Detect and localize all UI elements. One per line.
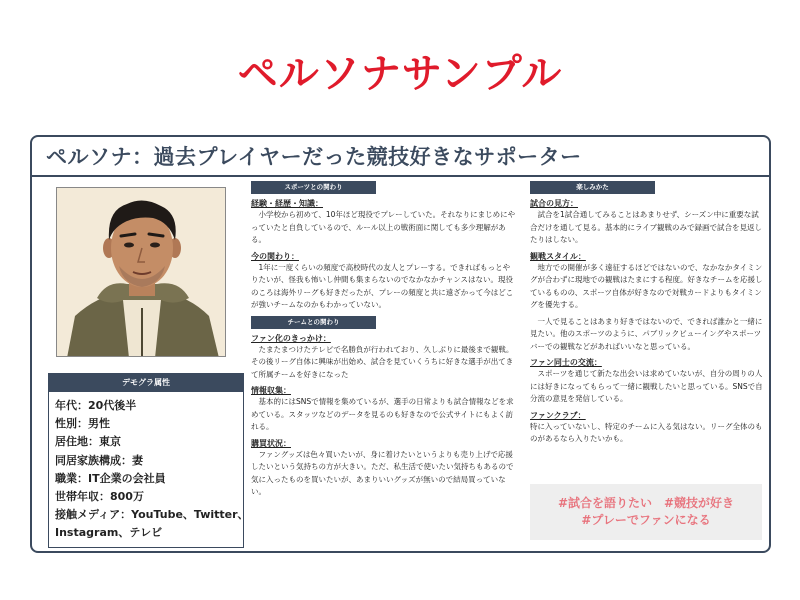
middle-column — [251, 181, 516, 499]
page-title: ペルソナサンプル — [237, 51, 563, 97]
experience-text: 小学校から初めて、10年ほど現役でプレーしていた。それなりにまじめにやっていたと自負しているので、ルール以上の戦術面に関しても多少理解がある。 — [251, 210, 516, 244]
viewing-style-text: 地方での開催が多く遠征するほどではないので、なかなかタイミングが合わずに現地での観戦はたまにする程度。好きなチームを応援しているものの、スポーツ自体が好きなので対戦カードよりもタイミングを優先する。 — [530, 262, 763, 309]
fan-exchange-text: スポーツを通じて新たな出会いは求めていないが、自分の周りの人には好きになってもらって一緒に観戦したいと思っている。SNSで自分流の意見を発信している。 — [530, 369, 763, 403]
demographics-item: 同居家族構成：妻 — [55, 453, 143, 467]
purchase-label: 購買状況： — [251, 438, 291, 448]
info-gathering-label: 情報収集： — [251, 386, 291, 395]
demographics-box — [48, 373, 249, 548]
fan-club-text: 特に入っていないし、特定のチームに入る気はない。リーグ全体のものがあるなら入りたいかも。 — [530, 421, 763, 443]
demographics-item: 接触メディア：YouTube、Twitter、 — [55, 508, 249, 522]
demographics-item: Instagram、テレビ — [55, 526, 163, 540]
section-title-sports: スポーツとの関わり — [251, 181, 376, 194]
hashtag-line: #プレーでファンになる — [581, 513, 711, 527]
demographics-item: 職業：IT企業の会社員 — [55, 471, 166, 485]
persona-title: ペルソナ：過去プレイヤーだった競技好きなサポーター — [32, 137, 769, 177]
demographics-item: 性別：男性 — [55, 417, 110, 431]
demographics-list — [49, 392, 249, 547]
fan-exchange-label: ファン同士の交流： — [530, 358, 602, 367]
current-involvement-label: 今の関わり： — [251, 251, 299, 261]
fan-trigger-text: たまたまつけたテレビで名勝負が行われており、久しぶりに最後まで観戦。その後リーグ自体に興味が出始め、試合を見ていくうちに好きな選手が出てきて所属チームを好きになった — [251, 344, 514, 379]
viewing-method-text: 試合を1試合通してみることはあまりせず、シーズン中に重要な試合だけを通して見る。基本的にライブ観戦のみで録画で試合を見返したりはしない。 — [530, 210, 763, 244]
current-involvement-text: 1年に一度くらいの頻度で高校時代の友人とプレーする。できればもっとやりたいが、怪我も怖いし仲間も集まらないのでなかなかチャンスはない。現役のころは海外リーグも好きだったが、プレーの頻度と共に遠ざかって今はどこが強いチームなのかもわかっていない。 — [251, 262, 514, 309]
hashtag-line: #試合を語りたい #競技が好き — [557, 496, 735, 510]
demographics-item: 居住地：東京 — [55, 435, 121, 449]
persona-portrait-image — [56, 187, 226, 357]
left-column — [46, 187, 249, 540]
section-title-team: チームとの関わり — [251, 316, 376, 329]
demographics-item: 世帯年収：800万 — [55, 490, 144, 504]
portrait-illustration — [57, 188, 226, 357]
demographics-title: デモグラ属性 — [49, 374, 243, 392]
experience-label: 経験・経歴・知識： — [251, 199, 323, 208]
viewing-method-label: 試合の見方： — [530, 199, 578, 208]
info-gathering-text: 基本的にはSNSで情報を集めているが、選手の日常よりも試合情報などを求めている。スタッツなどのデータを見るのも好きなので公式サイトにもよく訪れる。 — [251, 397, 514, 431]
purchase-text: ファングッズは色々買いたいが、身に着けたいというよりも売り上げで応援したいという気持ちの方が大きい。ただ、私生活で使いたい気持ちもあるので気に入ったものを買いたいが、あまりいいグッズが無いので結局買っていない。 — [251, 449, 514, 496]
right-column — [530, 181, 766, 446]
fan-trigger-label: ファン化のきっかけ： — [251, 333, 331, 343]
persona-card — [30, 135, 771, 553]
viewing-style-label: 観戦スタイル： — [530, 251, 586, 261]
section-title-enjoyment: 楽しみかた — [530, 181, 655, 194]
hashtag-box — [530, 484, 762, 540]
demographics-item: 年代：20代後半 — [55, 399, 137, 412]
fan-club-label: ファンクラブ： — [530, 410, 586, 420]
viewing-style-text-2: 一人で見ることはあまり好きではないので、できれば誰かと一緒に見たい。他のスポーツのように、パブリックビューイングやスポーツバーでの観戦などがあればいいなと思っている。 — [530, 316, 763, 351]
